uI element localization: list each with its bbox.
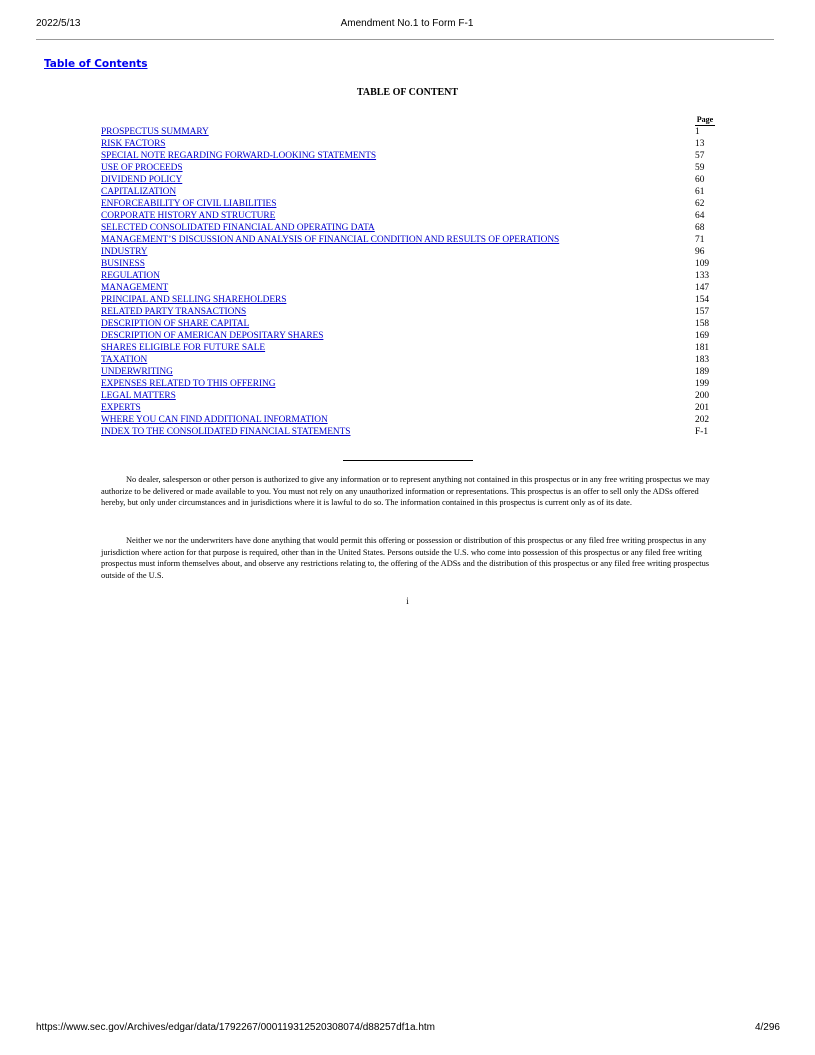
toc-entry-link[interactable]: INDUSTRY (101, 247, 148, 257)
toc-entry-link[interactable]: CORPORATE HISTORY AND STRUCTURE (101, 211, 276, 221)
toc-entry-page: F-1 (695, 427, 709, 437)
toc-row (101, 210, 721, 222)
table-of-contents-link[interactable]: Table of Contents (44, 58, 148, 70)
toc-row (101, 306, 721, 318)
toc-entry-page: 181 (695, 343, 710, 353)
toc-row (101, 426, 721, 438)
toc-list (101, 126, 721, 438)
toc-row (101, 342, 721, 354)
toc-row (101, 198, 721, 210)
print-document-title: Amendment No.1 to Form F-1 (340, 18, 474, 29)
page-title: TABLE OF CONTENT (356, 87, 459, 98)
toc-entry-link[interactable]: EXPERTS (101, 403, 141, 413)
toc-entry-page: 13 (695, 139, 705, 149)
toc-entry-link[interactable]: WHERE YOU CAN FIND ADDITIONAL INFORMATION (101, 415, 328, 425)
toc-entry-link[interactable]: SELECTED CONSOLIDATED FINANCIAL AND OPERATING DATA (101, 223, 375, 233)
toc-entry-link[interactable]: DESCRIPTION OF SHARE CAPITAL (101, 319, 250, 329)
toc-entry-link[interactable]: RELATED PARTY TRANSACTIONS (101, 307, 247, 317)
toc-entry-page: 201 (695, 403, 710, 413)
disclaimer-paragraph-1: No dealer, salesperson or other person is authorized to give any information or to represent anything not contained in this prospectus or in any free writing prospectus we may authorize to be delivered or made available to you. You must not rely on any unauthorized information or representations. This prospectus is an offer to sell only the ADSs offered hereby, but only under circumstances and in jurisdictions where it is lawful to do so. The information contained in this prospectus is current only as of its date. (101, 475, 710, 508)
toc-entry-link[interactable]: CAPITALIZATION (101, 187, 177, 197)
toc-entry-page: 57 (695, 151, 705, 161)
toc-entry-page: 158 (695, 319, 710, 329)
page-column-header: Page (696, 115, 714, 124)
toc-entry-link[interactable]: PRINCIPAL AND SELLING SHAREHOLDERS (101, 295, 287, 305)
toc-row (101, 414, 721, 426)
toc-row (101, 402, 721, 414)
toc-row (101, 162, 721, 174)
toc-entry-link[interactable]: MANAGEMENT (101, 283, 169, 293)
toc-entry-link[interactable]: BUSINESS (101, 259, 145, 269)
toc-row (101, 150, 721, 162)
toc-entry-link[interactable]: DESCRIPTION OF AMERICAN DEPOSITARY SHARES (101, 331, 324, 341)
toc-entry-page: 59 (695, 163, 705, 173)
toc-entry-page: 1 (695, 127, 700, 137)
toc-entry-page: 64 (695, 211, 705, 221)
disclaimer-paragraph-2: Neither we nor the underwriters have done anything that would permit this offering or possession or distribution of this prospectus or any filed free writing prospectus in any jurisdiction where action for that purpose is required, other than in the United States. Persons outside the U.S. who come into possession of this prospectus or any filed free writing prospectus must inform themselves about, and observe any restrictions relating to, the offering of the ADSs and the distribution of this prospectus or any filed free writing prospectus outside of the U.S. (101, 536, 710, 580)
toc-entry-page: 183 (695, 355, 710, 365)
toc-row (101, 246, 721, 258)
toc-row (101, 234, 721, 246)
print-footer (36, 1022, 780, 1036)
toc-entry-page: 189 (695, 367, 710, 377)
toc-row (101, 354, 721, 366)
print-url: https://www.sec.gov/Archives/edgar/data/1792267/000119312520308074/d88257df1a.htm (36, 1022, 435, 1033)
toc-entry-page: 109 (695, 259, 710, 269)
toc-row (101, 330, 721, 342)
toc-entry-page: 169 (695, 331, 710, 341)
toc-entry-link[interactable]: EXPENSES RELATED TO THIS OFFERING (101, 379, 276, 389)
toc-entry-page: 62 (695, 199, 705, 209)
toc-entry-link[interactable]: RISK FACTORS (101, 139, 166, 149)
toc-entry-page: 133 (695, 271, 710, 281)
toc-entry-page: 60 (695, 175, 705, 185)
toc-entry-link[interactable]: MANAGEMENT’S DISCUSSION AND ANALYSIS OF FINANCIAL CONDITION AND RESULTS OF OPERATIONS (101, 235, 560, 245)
toc-row (101, 258, 721, 270)
toc-row (101, 126, 721, 138)
toc-row (101, 186, 721, 198)
toc-entry-link[interactable]: USE OF PROCEEDS (101, 163, 183, 173)
page-number: i (406, 596, 409, 606)
header-divider (36, 39, 774, 40)
toc-entry-page: 61 (695, 187, 705, 197)
toc-entry-link[interactable]: UNDERWRITING (101, 367, 173, 377)
toc-entry-page: 199 (695, 379, 710, 389)
toc-row (101, 222, 721, 234)
toc-entry-link[interactable]: REGULATION (101, 271, 160, 281)
toc-row (101, 366, 721, 378)
toc-entry-page: 200 (695, 391, 710, 401)
toc-entry-link[interactable]: SPECIAL NOTE REGARDING FORWARD-LOOKING STATEMENTS (101, 151, 377, 161)
toc-entry-link[interactable]: SHARES ELIGIBLE FOR FUTURE SALE (101, 343, 266, 353)
toc-entry-page: 147 (695, 283, 710, 293)
toc-entry-page: 68 (695, 223, 705, 233)
print-page-count: 4/296 (754, 1022, 780, 1033)
toc-entry-page: 157 (695, 307, 710, 317)
toc-row (101, 390, 721, 402)
print-header (36, 18, 778, 32)
toc-row (101, 294, 721, 306)
print-date: 2022/5/13 (36, 18, 81, 29)
toc-entry-link[interactable]: PROSPECTUS SUMMARY (101, 127, 209, 137)
toc-entry-link[interactable]: TAXATION (101, 355, 148, 365)
toc-row (101, 270, 721, 282)
toc-entry-page: 71 (695, 235, 705, 245)
toc-entry-link[interactable]: INDEX TO THE CONSOLIDATED FINANCIAL STATEMENTS (101, 427, 351, 437)
toc-entry-link[interactable]: LEGAL MATTERS (101, 391, 176, 401)
toc-entry-page: 154 (695, 295, 710, 305)
toc-row (101, 378, 721, 390)
toc-entry-page: 96 (695, 247, 705, 257)
toc-row (101, 174, 721, 186)
toc-row (101, 282, 721, 294)
toc-entry-page: 202 (695, 415, 710, 425)
section-divider (343, 460, 473, 461)
toc-entry-link[interactable]: DIVIDEND POLICY (101, 175, 183, 185)
toc-entry-link[interactable]: ENFORCEABILITY OF CIVIL LIABILITIES (101, 199, 277, 209)
toc-row (101, 318, 721, 330)
toc-row (101, 138, 721, 150)
